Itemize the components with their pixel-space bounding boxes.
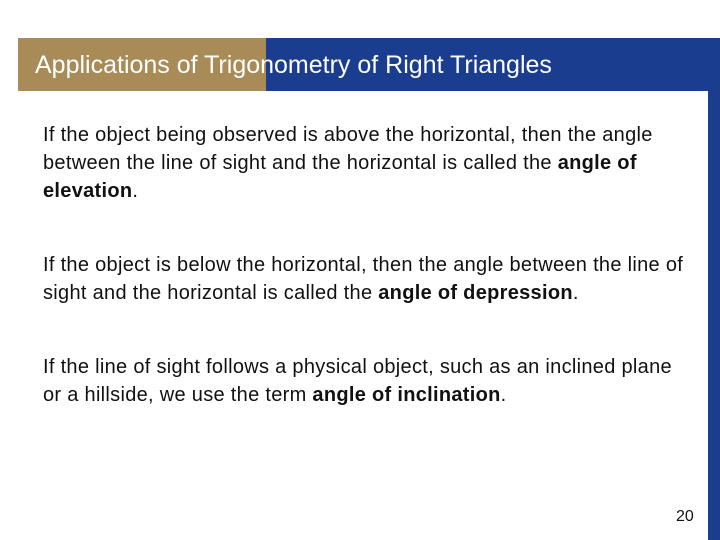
paragraph-elevation <box>43 121 693 205</box>
right-accent-bar <box>708 91 720 540</box>
paragraph-end: . <box>132 180 139 202</box>
paragraph-text: If the line of sight follows a physical object, such as an inclined plane or a hillside, we use the term <box>43 356 672 406</box>
slide-title: Applications of Trigonometry of Right Triangles <box>35 51 552 79</box>
title-bar <box>18 38 720 91</box>
paragraph-end: . <box>500 384 507 406</box>
slide-content <box>43 121 693 455</box>
paragraph-inclination <box>43 353 693 409</box>
page-number: 20 <box>676 508 694 525</box>
term-angle-of-depression: angle of depression <box>378 282 573 304</box>
paragraph-text: If the object being observed is above the horizontal, then the angle between the line of sight and the horizontal is called the <box>43 124 653 174</box>
paragraph-text: If the object is below the horizontal, then the angle between the line of sight and the horizontal is called the <box>43 254 684 304</box>
term-angle-of-elevation: angle of elevation <box>43 152 637 202</box>
paragraph-end: . <box>572 282 579 304</box>
paragraph-depression <box>43 251 693 307</box>
term-angle-of-inclination: angle of inclination <box>312 384 501 406</box>
